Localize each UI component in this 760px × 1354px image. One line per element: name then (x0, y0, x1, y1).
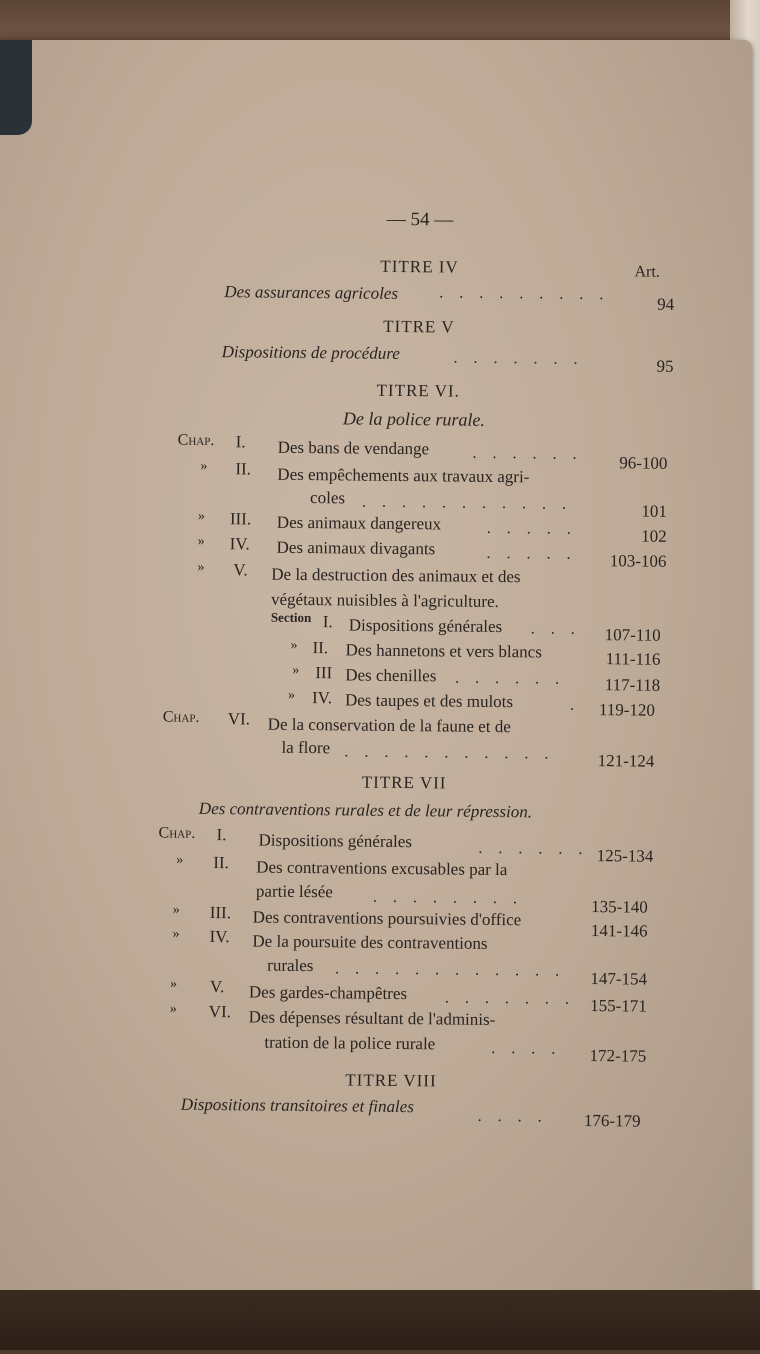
section-num: II. (312, 638, 329, 658)
chap-ref: 102 (641, 526, 667, 546)
chap-title-cont: partie lésée (255, 881, 334, 902)
titre-v-heading: TITRE V (383, 316, 455, 337)
section-num: I. (322, 612, 333, 632)
ditto-mark: » (290, 637, 298, 653)
chap-title: Dispositions générales (258, 830, 413, 852)
chap-dots: . . . . . . . (444, 989, 575, 1008)
chap-dots: . . . . . . . . . . . (361, 493, 573, 513)
titre-iv-subtitle: Des assurances agricoles (224, 282, 399, 303)
ditto-mark: » (176, 852, 184, 868)
chap-dots: . . . . . . (472, 444, 583, 463)
ditto-mark: » (172, 926, 180, 942)
titre-v-subtitle: Dispositions de procédure (221, 342, 400, 363)
titre-vii-subtitle: Des contraventions rurales et de leur répression. (198, 798, 533, 822)
chap-ref: 96-100 (619, 453, 668, 473)
chap-title-cont: tration de la police rurale (264, 1032, 436, 1054)
chap-num: II. (213, 853, 229, 873)
ditto-mark: » (169, 1001, 177, 1017)
chap-num: VI. (208, 1002, 232, 1022)
chap-label: Chap. (177, 431, 215, 450)
chap-num: V. (233, 560, 248, 580)
chap-ref: 125-134 (596, 846, 654, 866)
chap-dots: . . . . . . . . (372, 888, 524, 908)
chap-title: Des dépenses résultant de l'adminis- (248, 1007, 496, 1030)
titre-viii-ref: 176-179 (583, 1110, 641, 1131)
chap-title: Des bans de vendange (277, 437, 430, 459)
chap-ref: 103-106 (609, 551, 667, 571)
section-num: IV. (311, 688, 333, 708)
section-title: Des hannetons et vers blancs (345, 640, 543, 662)
chap-num: III. (229, 509, 252, 529)
chap-dots: . . . . . . . . . . . (344, 743, 555, 763)
chap-title-cont: la flore (281, 737, 331, 758)
titre-viii-heading: TITRE VIII (345, 1070, 437, 1091)
section-title: Des chenilles (345, 665, 437, 686)
chap-label: Chap. (158, 824, 196, 842)
chap-dots: . . . . . (486, 544, 577, 563)
chap-label: Chap. (162, 708, 200, 726)
chap-title: De la destruction des animaux et des (271, 564, 521, 587)
art-column-header: Art. (634, 263, 660, 281)
page-number: — 54 — (386, 208, 454, 231)
chap-ref: 155-171 (590, 996, 647, 1016)
section-ref: 111-116 (605, 649, 661, 669)
ditto-mark: » (172, 902, 180, 918)
section-ref: 119-120 (598, 700, 656, 720)
chap-title-cont: végétaux nuisibles à l'agriculture. (270, 589, 499, 612)
titre-vi-subtitle: De la police rurale. (342, 408, 486, 430)
titre-v-ref: 95 (656, 356, 674, 376)
chap-num: V. (209, 977, 225, 997)
chap-ref: 101 (641, 501, 668, 521)
chap-ref: 121-124 (597, 751, 655, 771)
section-dots: . (569, 696, 581, 714)
section-title: Des taupes et des mulots (344, 690, 514, 712)
chap-title: Des animaux divagants (276, 537, 436, 559)
chap-title: Des contraventions poursuivies d'office (252, 907, 522, 930)
chap-title-cont: coles (310, 488, 346, 508)
titre-iv-heading: TITRE IV (380, 256, 459, 277)
titre-vi-heading: TITRE VI. (376, 380, 460, 401)
chap-num: III. (209, 903, 232, 923)
titre-viii-dots: . . . . (477, 1107, 548, 1126)
titre-v-dots: . . . . . . . (453, 349, 584, 368)
ditto-mark: » (287, 687, 296, 703)
section-ref: 117-118 (604, 675, 661, 695)
section-num: III (315, 663, 333, 683)
chap-title: Des animaux dangereux (276, 512, 442, 534)
ditto-mark: » (197, 533, 205, 549)
chap-title: Des contraventions excusables par la (256, 857, 508, 880)
chap-dots: . . . . . (486, 519, 577, 538)
section-dots: . . . . . . (455, 669, 566, 688)
chap-num: IV. (229, 534, 250, 554)
chap-num: I. (235, 432, 246, 452)
chap-ref: 135-140 (591, 897, 648, 917)
titre-iv-dots: . . . . . . . . . (439, 284, 610, 304)
section-title: Dispositions générales (348, 615, 503, 637)
chap-title: De la poursuite des contraventions (252, 931, 488, 953)
chap-title: De la conservation de la faune et de (267, 714, 511, 737)
titre-iv-ref: 94 (657, 294, 675, 314)
section-ref: 107-110 (604, 625, 661, 645)
ditto-mark: » (169, 976, 178, 992)
chap-ref: 141-146 (590, 921, 648, 941)
chap-title: Des empêchements aux travaux agri- (277, 464, 530, 487)
chap-num: I. (216, 825, 227, 845)
section-dots: . . . (530, 620, 581, 638)
chap-ref: 172-175 (589, 1046, 647, 1066)
chap-dots: . . . . . . . . . . . . (335, 960, 566, 980)
ditto-mark: » (197, 559, 205, 575)
chap-title-cont: rurales (267, 955, 314, 976)
chap-num: II. (235, 459, 252, 479)
chap-ref: 147-154 (590, 969, 648, 989)
ditto-mark: » (292, 662, 300, 678)
section-label: Section (270, 609, 312, 626)
chap-dots: . . . . (491, 1039, 562, 1058)
chap-num: VI. (227, 709, 251, 729)
ditto-mark: » (200, 458, 208, 474)
titre-viii-subtitle: Dispositions transitoires et finales (180, 1094, 414, 1117)
chap-title: Des gardes-champêtres (248, 982, 408, 1004)
ditto-mark: » (197, 508, 205, 524)
chap-num: IV. (209, 927, 230, 947)
titre-vii-heading: TITRE VII (361, 772, 447, 793)
chap-dots: . . . . . . (478, 839, 589, 858)
